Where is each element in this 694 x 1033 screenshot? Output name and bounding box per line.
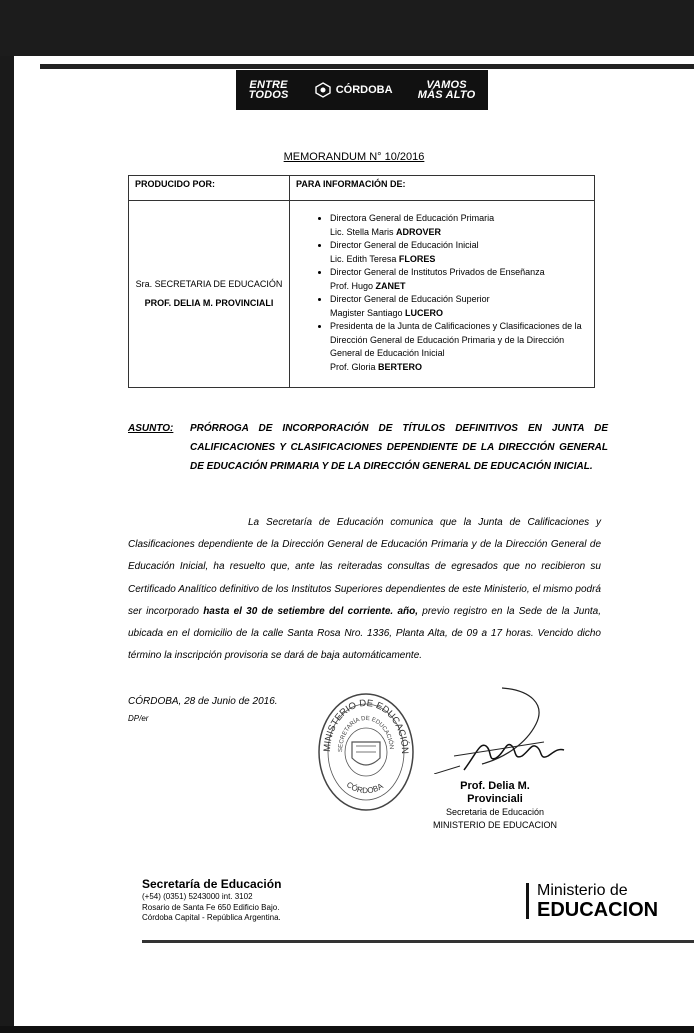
banner-left [249,80,289,100]
document-page [14,56,694,1026]
viewer-top-bar [0,0,694,56]
recipients-list [296,212,588,374]
recipient-surname: BERTERO [378,361,423,372]
subject-label: ASUNTO: [128,423,174,434]
viewer-bottom-edge [0,1026,694,1033]
recipient-person [330,280,588,294]
produced-by-header: PRODUCIDO POR: [129,176,290,201]
initials: DP/er [128,714,149,723]
recipient-role: • Directora General de Educación Primaria [330,213,495,223]
banner-right-line1: VAMOS [426,79,467,91]
cordoba-crest-icon [314,82,332,98]
body-part2: previo registro en la Sede de la Junta, ubicada en el domicilio de la calle Santa Rosa Nro. 1336, Planta Alta, de 09 a 17 horas. Vencido dicho término la inscripción provisoria se dará de baja automáticamente. [128,605,602,662]
banner-right [418,80,476,100]
recipient-role: • Presidenta de la Junta de Calificaciones y Clasificaciones de la Dirección General de Educación Primaria y de la Dirección General de Educación Inicial [330,321,582,358]
seal-ring-text: MINISTERIO DE EDUCACIÓN [321,697,411,755]
footer-contact [142,876,281,924]
government-banner [236,70,488,110]
recipient-prefix: Lic. Stella Maris [330,226,397,237]
recipient-surname: ZANET [375,280,406,291]
recipient-surname: ADROVER [396,226,442,237]
banner-left-line1: ENTRE [249,79,288,91]
signatory-title: Secretaria de Educación [445,807,545,817]
recipient-role: • Director General de Institutos Privados de Enseñanza [330,267,545,277]
subject-block [128,419,608,472]
recipient-item [330,239,588,266]
ministry-logo-line2: EDUCACION [537,899,659,921]
seal-bottom-text: CÓRDOBA [344,780,385,796]
recipient-item [330,293,588,320]
logo-bar [526,883,529,919]
recipient-person [330,226,588,240]
info-for-header: PARA INFORMACIÓN DE: [290,176,595,201]
svg-text:CÓRDOBA [345,780,385,795]
memo-title: MEMORANDUM N° 10/2016 [283,151,425,163]
recipient-item [330,320,588,374]
body-paragraph [128,512,601,667]
banner-center [314,82,393,98]
svg-text:SECRETARÍA DE EDUCACIÓN [338,716,394,752]
signatory-ministry: MINISTERIO DE EDUCACION [432,820,557,830]
footer-city: Córdoba Capital - República Argentina. [142,913,281,922]
subject-text: PRÓRROGA DE INCORPORACIÓN DE TÍTULOS DEFINITIVOS EN JUNTA DE CALIFICACIONES Y CLASIFICACIONES DEPENDIENTE DE LA DIRECCIÓN GENERAL DE EDUCACIÓN PRIMARIA Y DE LA DIRECCIÓN GENERAL DE EDUCACIÓN INICIAL. [190,423,608,472]
recipient-item [330,266,588,293]
memo-table [128,175,595,388]
recipient-person [330,307,588,321]
footer-phone: (+54) (0351) 5243000 int. 3102 [142,892,253,901]
producer-cell [129,201,290,388]
place-date: CÓRDOBA, 28 de Junio de 2016. [128,696,278,707]
producer-title: Sra. SECRETARIA DE EDUCACIÓN [135,279,283,289]
recipient-person [330,361,588,375]
seal-inner-text: SECRETARÍA DE EDUCACIÓN [337,715,394,753]
ministry-logo [526,882,658,920]
footer-address: Rosario de Santa Fe 650 Edificio Bajo. [142,902,280,912]
signature-block [432,780,558,832]
footer-org: Secretaría de Educación [142,877,282,891]
top-rule [40,64,694,69]
recipient-prefix: Magister Santiago [330,307,406,318]
ministry-logo-line1: Ministerio de [537,882,628,899]
recipient-role: • Director General de Educación Inicial [330,240,479,250]
recipient-role: • Director General de Educación Superior [330,294,490,304]
body-part1: La Secretaría de Educación comunica que la Junta de Calificaciones y Clasificaciones dependiente de la Dirección General de Educación Primaria y de la Dirección General de Educación Inicial, ha resuelto que, ante las reiteradas consultas de egresados que no recibieron su Certificado Analítico definitivo de los Institutos Superiores dependientes de este Ministerio, el mismo podrá ser incorporado [128,517,601,617]
body-deadline: hasta el 30 de setiembre del corriente. año, [203,605,419,617]
handwritten-signature [434,684,594,774]
producer-name: PROF. DELIA M. PROVINCIALI [144,298,274,308]
banner-right-line2: MÁS ALTO [417,89,476,101]
banner-left-line2: TODOS [248,89,289,101]
bottom-rule [142,940,694,943]
recipient-surname: LUCERO [405,307,444,318]
signatory-name: Prof. Delia M. Provinciali [460,780,530,805]
recipient-item [330,212,588,239]
banner-center-label: CÓRDOBA [335,84,393,96]
recipient-person [330,253,588,267]
recipient-surname: FLORES [398,253,436,264]
recipient-prefix: Lic. Edith Teresa [330,253,399,264]
official-seal [314,688,418,816]
recipient-prefix: Prof. Hugo [330,280,376,291]
recipient-prefix: Prof. Gloria [330,361,379,372]
recipients-cell [290,201,595,388]
